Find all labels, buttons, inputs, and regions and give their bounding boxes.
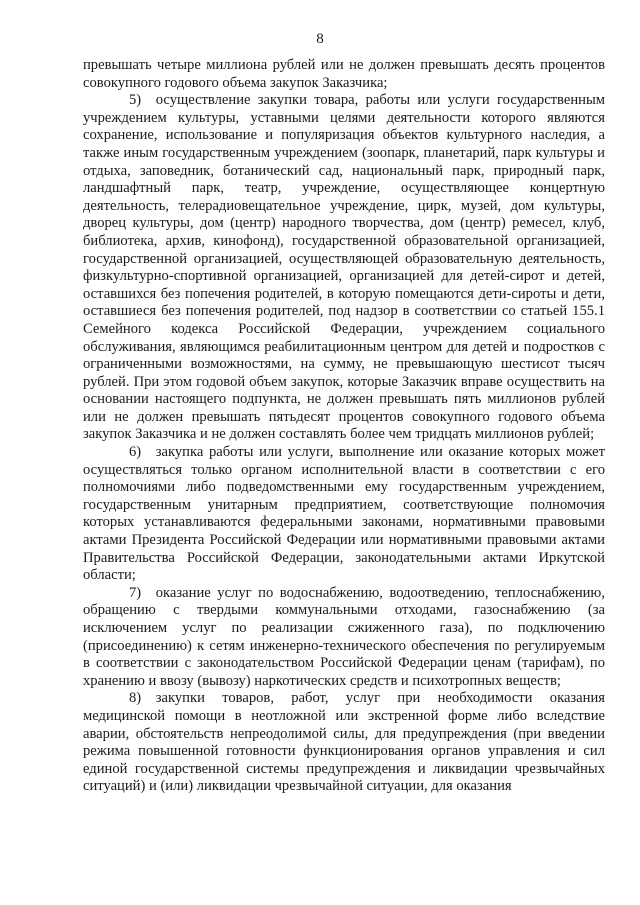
list-item-7: 7) оказание услуг по водоснабжению, водоотведению, теплоснабжению, обращению с твердыми коммунальными отходами, газоснабжению (за исключением услуг по реализации сжиженного газа), по подключению (присоединению) к сетям инженерно-технического обеспечения по регулируемым в соответствии с законодательством Российской Федерации ценам (тарифам), по хранению и ввозу (вывозу) наркотических средств и психотропных веществ;: [83, 584, 605, 689]
list-item-6: 6) закупка работы или услуги, выполнение или оказание которых может осуществляться только органом исполнительной власти в соответствии с его полномочиями либо подведомственными ему государственным учреждением, государственным унитарным предприятием, соответствующие полномочия которых устанавливаются федеральными законами, нормативными правовыми актами Президента Российской Федерации или нормативными правовыми актами Правительства Российской Федерации, законодательными актами Иркутской области;: [83, 444, 605, 584]
paragraph-continuation: превышать четыре миллиона рублей или не должен превышать десять процентов совокупного годового объема закупок Заказчика;: [83, 57, 605, 91]
page-number: 8: [316, 31, 324, 47]
list-item-8: 8) закупки товаров, работ, услуг при необходимости оказания медицинской помощи в неотложной или экстренной форме либо вследствие аварии, обстоятельств непреодолимой силы, для предупреждения (при введении режима повышенной готовности функционирования органов управления и сил единой государственной системы предупреждения и ликвидации чрезвычайных ситуаций) и (или) ликвидации чрезвычайной ситуации, для оказания: [83, 690, 605, 795]
document-body: [83, 57, 605, 796]
list-item-5: 5) осуществление закупки товара, работы или услуги государственным учреждением культуры, уставными целями деятельности которого являются сохранение, использование и популяризация объектов культурного наследия, а также иным государственным учреждением (зоопарк, планетарий, парк культуры и отдыха, заповедник, ботанический сад, национальный парк, природный парк, ландшафтный парк, театр, учреждение, осуществляющее концертную деятельность, телерадиовещательное учреждение, цирк, музей, дом культуры, дворец культуры, дом (центр) народного творчества, дом (центр) ремесел, клуб, библиотека, архив, кинофонд), государственной образовательной организацией, государственной организацией, осуществляющей образовательную деятельность, физкультурно-спортивной организацией, организацией для детей-сирот и детей, оставшихся без попечения родителей, в которую помещаются дети-сироты и дети, оставшиеся без попечения родителей, под надзор в соответствии со статьей 155.1 Семейного кодекса Российской Федерации, учреждением социального обслуживания, являющимся реабилитационным центром для детей и подростков с ограниченными возможностями, на сумму, не превышающую шестисот тысяч рублей. При этом годовой объем закупок, которые Заказчик вправе осуществить на основании настоящего подпункта, не должен превышать пять миллионов рублей или не должен превышать пятьдесят процентов совокупного годового объема закупок Заказчика и не должен составлять более чем тридцать миллионов рублей;: [83, 92, 605, 443]
